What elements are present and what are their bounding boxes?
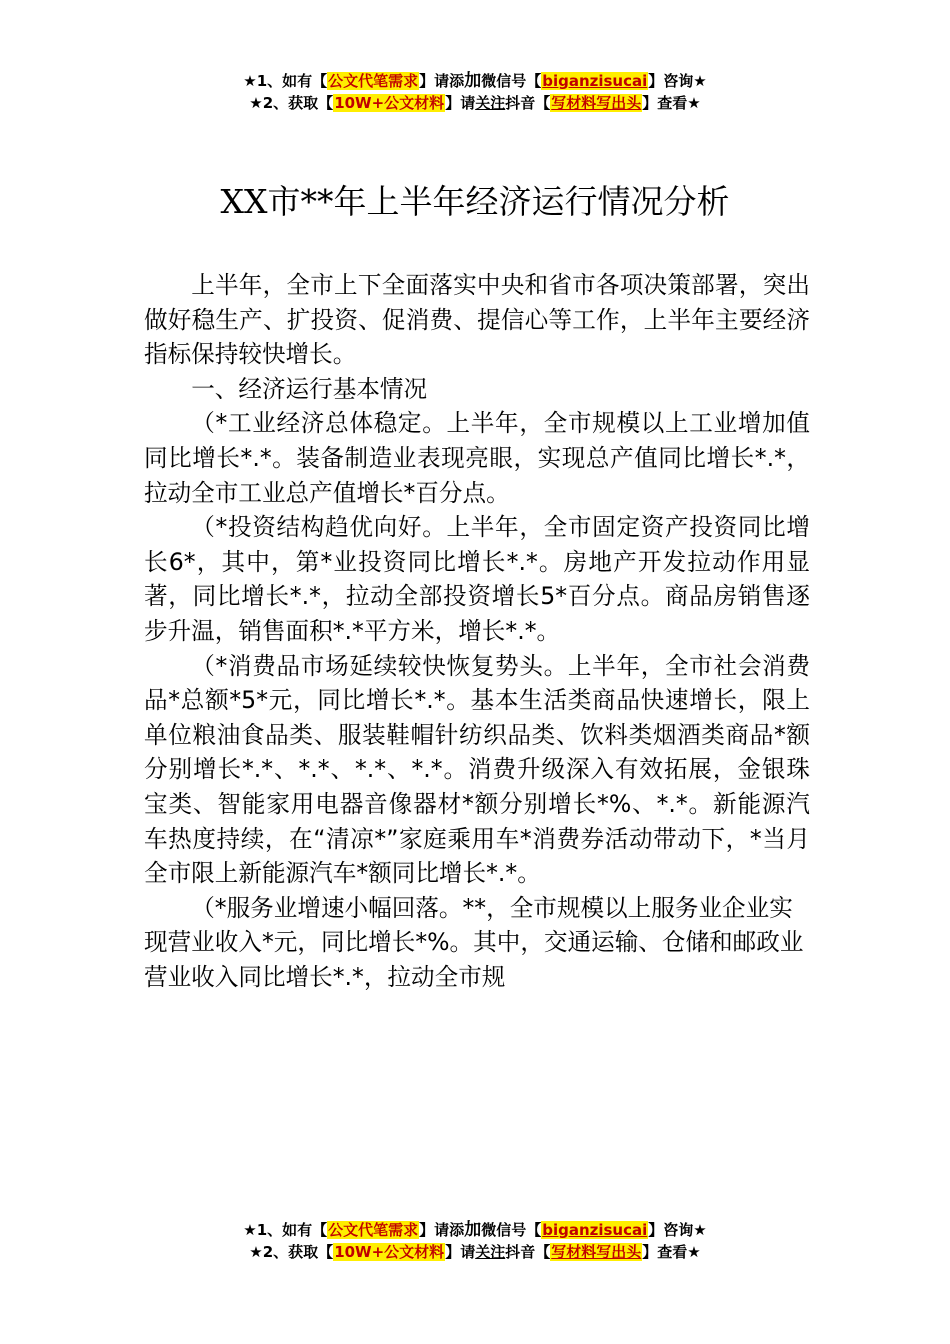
banner-text: ★1、如有【 [243, 72, 328, 90]
document-body [144, 268, 810, 994]
banner-highlight: 10W+公文材料 [334, 1243, 445, 1261]
footer-banner [0, 1219, 950, 1263]
document-title: XX市**年上半年经济运行情况分析 [220, 182, 730, 221]
banner-highlight: 10W+公文材料 [334, 94, 445, 112]
wechat-id-link[interactable]: biganzisucai [542, 1221, 648, 1239]
banner-text: 】请添 [419, 72, 465, 90]
wechat-id-link[interactable]: biganzisucai [542, 72, 648, 90]
douyin-account-link[interactable]: 写材料写出头 [551, 1243, 642, 1261]
header-banner [0, 70, 950, 114]
banner-text: 】请 [445, 1243, 476, 1261]
banner-line-1 [0, 1219, 950, 1241]
douyin-account-link[interactable]: 写材料写出头 [551, 94, 642, 112]
body-paragraph: （*投资结构趋优向好。上半年，全市固定资产投资同比增长6*，其中，第*业投资同比增长*.*。房地产开发拉动作用显著，同比增长*.*，拉动全部投资增长5*百分点。商品房销售逐步升温，销售面积*.*平方米，增长*.*。 [144, 513, 810, 645]
banner-line-1 [0, 70, 950, 92]
banner-line-2 [0, 1241, 950, 1263]
banner-text: 】咨询★ [648, 72, 707, 90]
banner-text: ★2、获取【 [249, 94, 334, 112]
banner-emphasis: 加 [464, 1220, 482, 1240]
banner-emphasis: 关注 [475, 94, 506, 112]
banner-text: 微信号【 [481, 1221, 542, 1239]
banner-text: 】咨询★ [648, 1221, 707, 1239]
banner-text: 抖音【 [505, 94, 551, 112]
banner-text: 微信号【 [481, 72, 542, 90]
banner-text: 】查看★ [642, 1243, 701, 1261]
banner-highlight: 公文代笔需求 [328, 72, 419, 90]
banner-text: ★1、如有【 [243, 1221, 328, 1239]
banner-text: 】查看★ [642, 94, 701, 112]
banner-text: ★2、获取【 [249, 1243, 334, 1261]
banner-text: 抖音【 [505, 1243, 551, 1261]
body-paragraph: （*消费品市场延续较快恢复势头。上半年，全市社会消费品*总额*5*元，同比增长*.*。基本生活类商品快速增长，限上单位粮油食品类、服装鞋帽针纺织品类、饮料类烟酒类商品*额分别增长*.*、*.*、*.*、*.*。消费升级深入有效拓展，金银珠宝类、智能家用电器音像器材*额分别增长*%、*.*。新能源汽车热度持续，在“清凉*”家庭乘用车*消费券活动带动下，*当月全市限上新能源汽车*额同比增长*.*。 [144, 651, 810, 888]
banner-line-2 [0, 92, 950, 114]
banner-emphasis: 加 [464, 71, 482, 91]
intro-paragraph: 上半年，全市上下全面落实中央和省市各项决策部署，突出做好稳生产、扩投资、促消费、提信心等工作，上半年主要经济指标保持较快增长。 [144, 271, 810, 369]
body-paragraph: （*服务业增速小幅回落。**，全市规模以上服务业企业实现营业收入*元，同比增长*%。其中，交通运输、仓储和邮政业营业收入同比增长*.*，拉动全市规 [144, 893, 804, 991]
section-heading: 一、经济运行基本情况 [191, 374, 428, 403]
banner-text: 】请添 [419, 1221, 465, 1239]
body-paragraph: （*工业经济总体稳定。上半年，全市规模以上工业增加值同比增长*.*。装备制造业表现亮眼，实现总产值同比增长*.*，拉动全市工业总产值增长*百分点。 [144, 409, 810, 507]
banner-text: 】请 [445, 94, 476, 112]
banner-emphasis: 关注 [475, 1243, 506, 1261]
banner-highlight: 公文代笔需求 [328, 1221, 419, 1239]
